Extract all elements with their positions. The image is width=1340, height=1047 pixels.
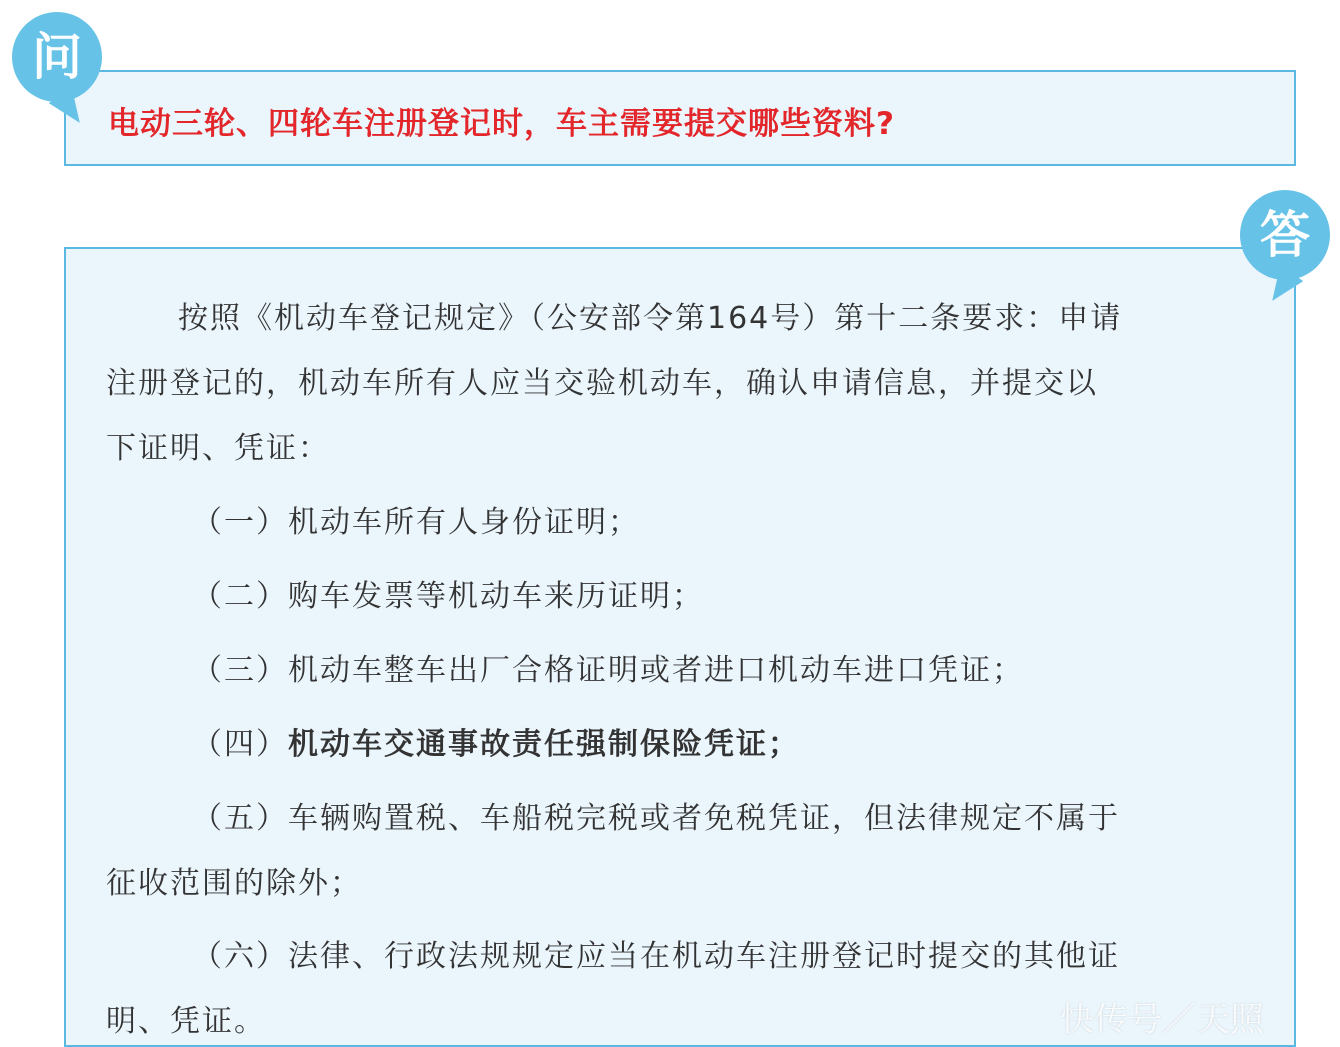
list-item-5-line-1: （五）车辆购置税、车船税完税或者免税凭证，但法律规定不属于 xyxy=(192,801,1120,836)
answer-intro-line-3: 下证明、凭证： xyxy=(106,431,330,466)
question-box xyxy=(64,70,1296,166)
list-item-prefix: （四） xyxy=(192,727,288,762)
list-item-text: 机动车整车出厂合格证明或者进口机动车进口凭证； xyxy=(288,653,1024,688)
list-item-prefix: （二） xyxy=(192,579,288,614)
watermark: 快传号／天照 xyxy=(1060,1000,1264,1040)
list-item-text: 机动车交通事故责任强制保险凭证； xyxy=(288,727,800,762)
list-item-5-line-2: 征收范围的除外； xyxy=(106,866,362,901)
list-item-2 xyxy=(192,571,1252,615)
list-item-text: 购车发票等机动车来历证明； xyxy=(288,579,704,614)
answer-intro-line-1: 按照《机动车登记规定》（公安部令第164号）第十二条要求：申请 xyxy=(178,301,1123,336)
list-item-4 xyxy=(192,719,1252,763)
list-item-3 xyxy=(192,645,1252,689)
question-text: 电动三轮、四轮车注册登记时，车主需要提交哪些资料? xyxy=(108,106,895,142)
question-badge: 问 xyxy=(12,12,102,102)
list-item-6-line-1: （六）法律、行政法规规定应当在机动车注册登记时提交的其他证 xyxy=(192,939,1120,974)
answer-badge: 答 xyxy=(1240,190,1330,280)
list-item-prefix: （一） xyxy=(192,505,288,540)
list-item-1 xyxy=(192,497,1252,541)
answer-box xyxy=(64,247,1296,1047)
list-item-text: 机动车所有人身份证明； xyxy=(288,505,640,540)
answer-intro-line-2: 注册登记的，机动车所有人应当交验机动车，确认申请信息，并提交以 xyxy=(106,366,1098,401)
list-item-prefix: （三） xyxy=(192,653,288,688)
list-item-6-line-2: 明、凭证。 xyxy=(106,1004,266,1039)
